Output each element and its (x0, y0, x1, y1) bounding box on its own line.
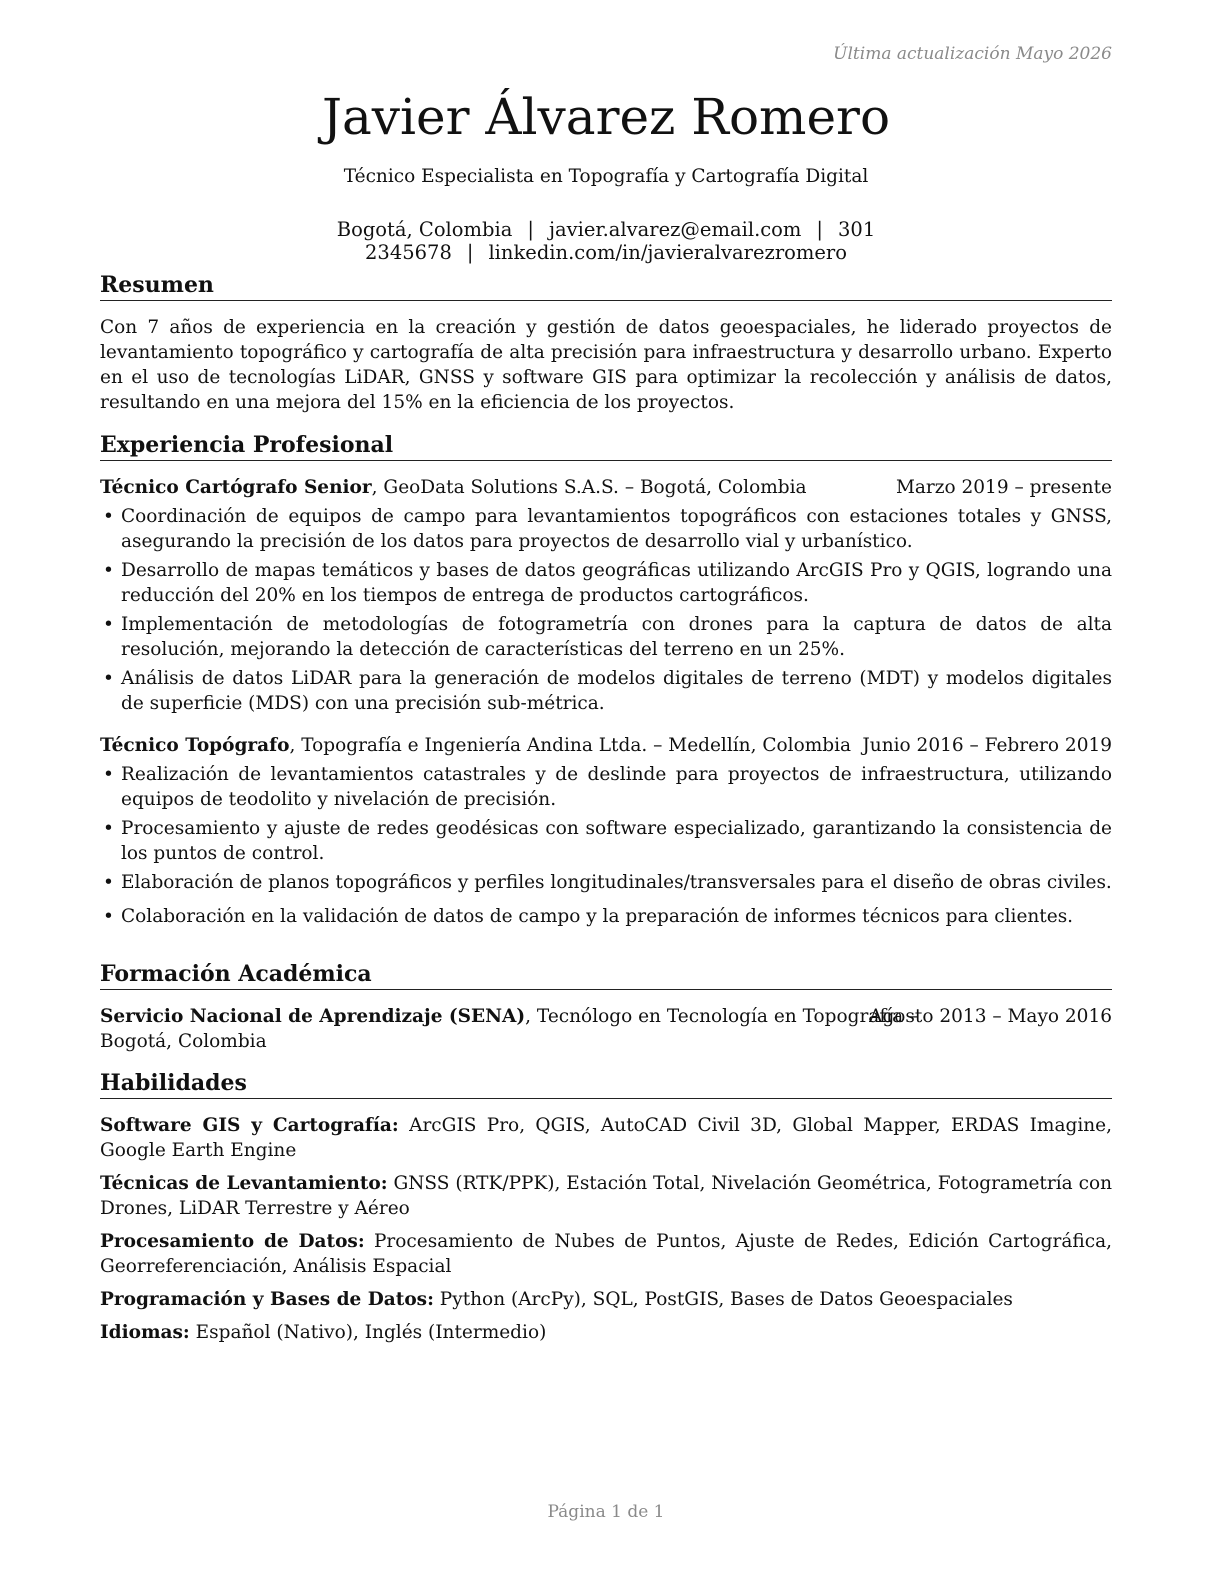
skill-item (100, 1287, 1112, 1312)
skill-label: Procesamiento de Datos: (100, 1231, 365, 1252)
job-bullet: • Coordinación de equipos de campo para levantamientos topográficos con estaciones totales y GNSS, asegurando la precisión de los datos para proyectos de desarrollo vial y urbanístico. (100, 504, 1112, 554)
contact-separator: | (466, 241, 474, 264)
education-dates: Agosto 2013 – Mayo 2016 (869, 1006, 1112, 1027)
job-dates: Marzo 2019 – presente (895, 477, 1112, 498)
job-header (100, 475, 1112, 500)
job-position (100, 733, 851, 758)
job-company: , GeoData Solutions S.A.S. – Bogotá, Colombia (371, 477, 807, 498)
job-bullet: • Procesamiento y ajuste de redes geodésicas con software especializado, garantizando la consistencia de los puntos de control. (100, 816, 1112, 866)
candidate-name: Javier Álvarez Romero (321, 88, 891, 146)
job-dates: Junio 2016 – Febrero 2019 (862, 735, 1112, 756)
skill-value: Español (Nativo), Inglés (Intermedio) (189, 1322, 547, 1343)
last-updated-note: Última actualización Mayo 2026 (833, 44, 1112, 64)
experience-section (100, 431, 1112, 933)
skill-label: Idiomas: (100, 1322, 190, 1343)
job-role: Técnico Topógrafo (100, 735, 290, 756)
job-bullet-list (100, 762, 1112, 929)
job-role: Técnico Cartógrafo Senior (100, 477, 372, 498)
education-institution: Servicio Nacional de Aprendizaje (SENA) (100, 1006, 526, 1027)
contact-line (100, 218, 1112, 264)
job-bullet: • Desarrollo de mapas temáticos y bases de datos geográficas utilizando ArcGIS Pro y QGIS, logrando una reducción del 20% en los tiempos de entrega de productos cartográficos. (100, 558, 1112, 608)
job-entry (100, 475, 1112, 716)
job-bullet: • Realización de levantamientos catastrales y de deslinde para proyectos de infraestructura, utilizando equipos de teodolito y nivelación de precisión. (100, 762, 1112, 812)
skill-item (100, 1113, 1112, 1163)
skill-label: Programación y Bases de Datos: (100, 1289, 434, 1310)
skill-value: GNSS (RTK/PPK), Estación Total, Nivelación Geométrica, Fotogrametría con Drones, LiDAR Terrestre y Aéreo (100, 1173, 1112, 1219)
summary-text: Con 7 años de experiencia en la creación y gestión de datos geoespaciales, he liderado proyectos de levantamiento topográfico y cartografía de alta precisión para infraestructura y desarrollo urbano. Experto en el uso de tecnologías LiDAR, GNSS y software GIS para optimizar la recolección y análisis de datos, resultando en una mejora del 15% en la eficiencia de los proyectos. (100, 317, 1112, 413)
skill-value: Procesamiento de Nubes de Puntos, Ajuste de Redes, Edición Cartográfica, Georreferenciación, Análisis Espacial (100, 1231, 1113, 1277)
skill-item (100, 1320, 1112, 1345)
experience-heading: Experiencia Profesional (100, 431, 1112, 461)
skill-label: Software GIS y Cartografía: (100, 1115, 399, 1136)
contact-phone: 301 2345678 (365, 218, 876, 264)
job-bullet: • Análisis de datos LiDAR para la generación de modelos digitales de terreno (MDT) y modelos digitales de superficie (MDS) con una precisión sub-métrica. (100, 666, 1112, 716)
skills-section (100, 1069, 1112, 1353)
skill-value: Python (ArcPy), SQL, PostGIS, Bases de Datos Geoespaciales (433, 1289, 1013, 1310)
skill-item (100, 1229, 1112, 1279)
education-heading: Formación Académica (100, 960, 1112, 990)
skill-label: Técnicas de Levantamiento: (100, 1173, 388, 1194)
contact-separator: | (816, 218, 823, 241)
contact-separator: | (527, 218, 534, 241)
job-bullet: • Elaboración de planos topográficos y perfiles longitudinales/transversales para el diseño de obras civiles. (100, 870, 1112, 895)
skills-heading: Habilidades (100, 1069, 1112, 1099)
page-footer: Página 1 de 1 (547, 1502, 665, 1522)
skill-item (100, 1171, 1112, 1221)
job-company: , Topografía e Ingeniería Andina Ltda. – Medellín, Colombia (289, 735, 852, 756)
education-section (100, 960, 1112, 1054)
summary-section (100, 271, 1112, 415)
job-header (100, 733, 1112, 758)
education-entry (100, 1004, 1112, 1054)
summary-heading: Resumen (100, 271, 1112, 301)
job-position (100, 475, 807, 500)
job-bullet: • Implementación de metodologías de fotogrametría con drones para la captura de datos de alta resolución, mejorando la detección de características del terreno en un 25%. (100, 612, 1112, 662)
contact-email-link[interactable]: javier.alvarez@email.com (548, 218, 802, 241)
job-bullet-list (100, 504, 1112, 716)
skill-value: ArcGIS Pro, QGIS, AutoCAD Civil 3D, Global Mapper, ERDAS Imagine, Google Earth Engine (100, 1115, 1112, 1161)
job-entry (100, 733, 1112, 929)
education-degree: , Tecnólogo en Tecnología en Topografía – (525, 1006, 919, 1027)
candidate-title: Técnico Especialista en Topografía y Cartografía Digital (343, 166, 869, 187)
job-bullet: • Colaboración en la validación de datos de campo y la preparación de informes técnicos para clientes. (100, 904, 1112, 929)
contact-location: Bogotá, Colombia (336, 218, 513, 241)
education-location: Bogotá, Colombia (100, 1031, 267, 1052)
contact-linkedin-link[interactable]: linkedin.com/in/javieralvarezromero (488, 241, 847, 264)
